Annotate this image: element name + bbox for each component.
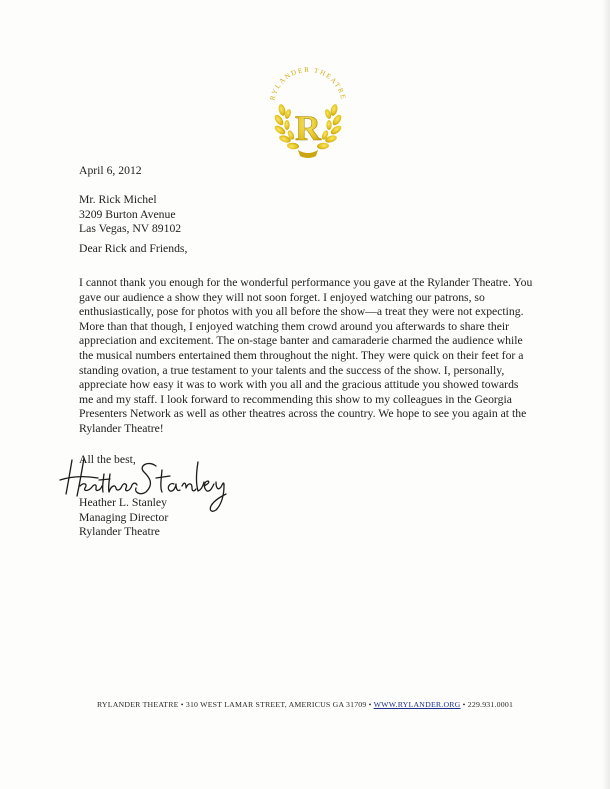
- page-edge-shadow: [602, 0, 610, 789]
- footer-address: RYLANDER THEATRE • 310 WEST LAMAR STREET, AMERICUS GA 31709 •: [96, 700, 374, 709]
- logo-arc-text: RYLANDER THEATRE: [268, 65, 348, 102]
- letterhead-footer: [0, 700, 610, 709]
- signer-organization: Rylander Theatre: [79, 525, 160, 539]
- body-line: appreciation and excitement. The on-stage banter and camaraderie charmed the audience while: [79, 334, 523, 348]
- signer-block: [79, 496, 168, 540]
- signer-title: Managing Director: [79, 510, 169, 524]
- closing: All the best,: [79, 453, 136, 466]
- body-line: Rylander Theatre!: [79, 421, 164, 435]
- body-line: gave our audience a show they will not soon forget. I enjoyed watching our patrons, so: [79, 290, 485, 304]
- body-line: the musical numbers entertained them throughout the night. They were quick on their feet for a: [79, 348, 524, 362]
- footer-website-link[interactable]: WWW.RYLANDER.ORG: [373, 700, 461, 709]
- letter-body: [79, 276, 589, 437]
- signer-name: Heather L. Stanley: [79, 496, 167, 509]
- body-line: me and my staff. I look forward to recommending this show to my colleagues in the Georgia: [79, 392, 512, 406]
- body-line: appreciate how easy it was to work with you all and the gracious attitude you showed towards: [79, 378, 519, 392]
- body-line: Presenters Network as well as other theatres across the country. We hope to see you again at the: [79, 407, 527, 421]
- body-line: enthusiastically, pose for photos with you all before the show—a treat they were not expecting.: [79, 305, 524, 319]
- body-line: standing ovation, a true testament to your talents and the success of the show. I, personally,: [79, 363, 505, 377]
- salutation: Dear Rick and Friends,: [79, 242, 188, 255]
- recipient-street: 3209 Burton Avenue: [79, 207, 176, 221]
- recipient-address: [79, 193, 181, 237]
- body-line: I cannot thank you enough for the wonderful performance you gave at the Rylander Theatre. You: [79, 276, 533, 289]
- footer-phone: • 229.931.0001: [460, 700, 514, 709]
- recipient-city: Las Vegas, NV 89102: [79, 222, 182, 236]
- logo-monogram: R: [295, 108, 321, 148]
- letter-date: April 6, 2012: [79, 164, 142, 177]
- rylander-laurel-logo: [258, 60, 358, 164]
- laurel-ribbon: [298, 150, 318, 158]
- recipient-name: Mr. Rick Michel: [79, 193, 157, 206]
- body-line: More than that though, I enjoyed watching them crowd around you afterwards to share their: [79, 319, 510, 333]
